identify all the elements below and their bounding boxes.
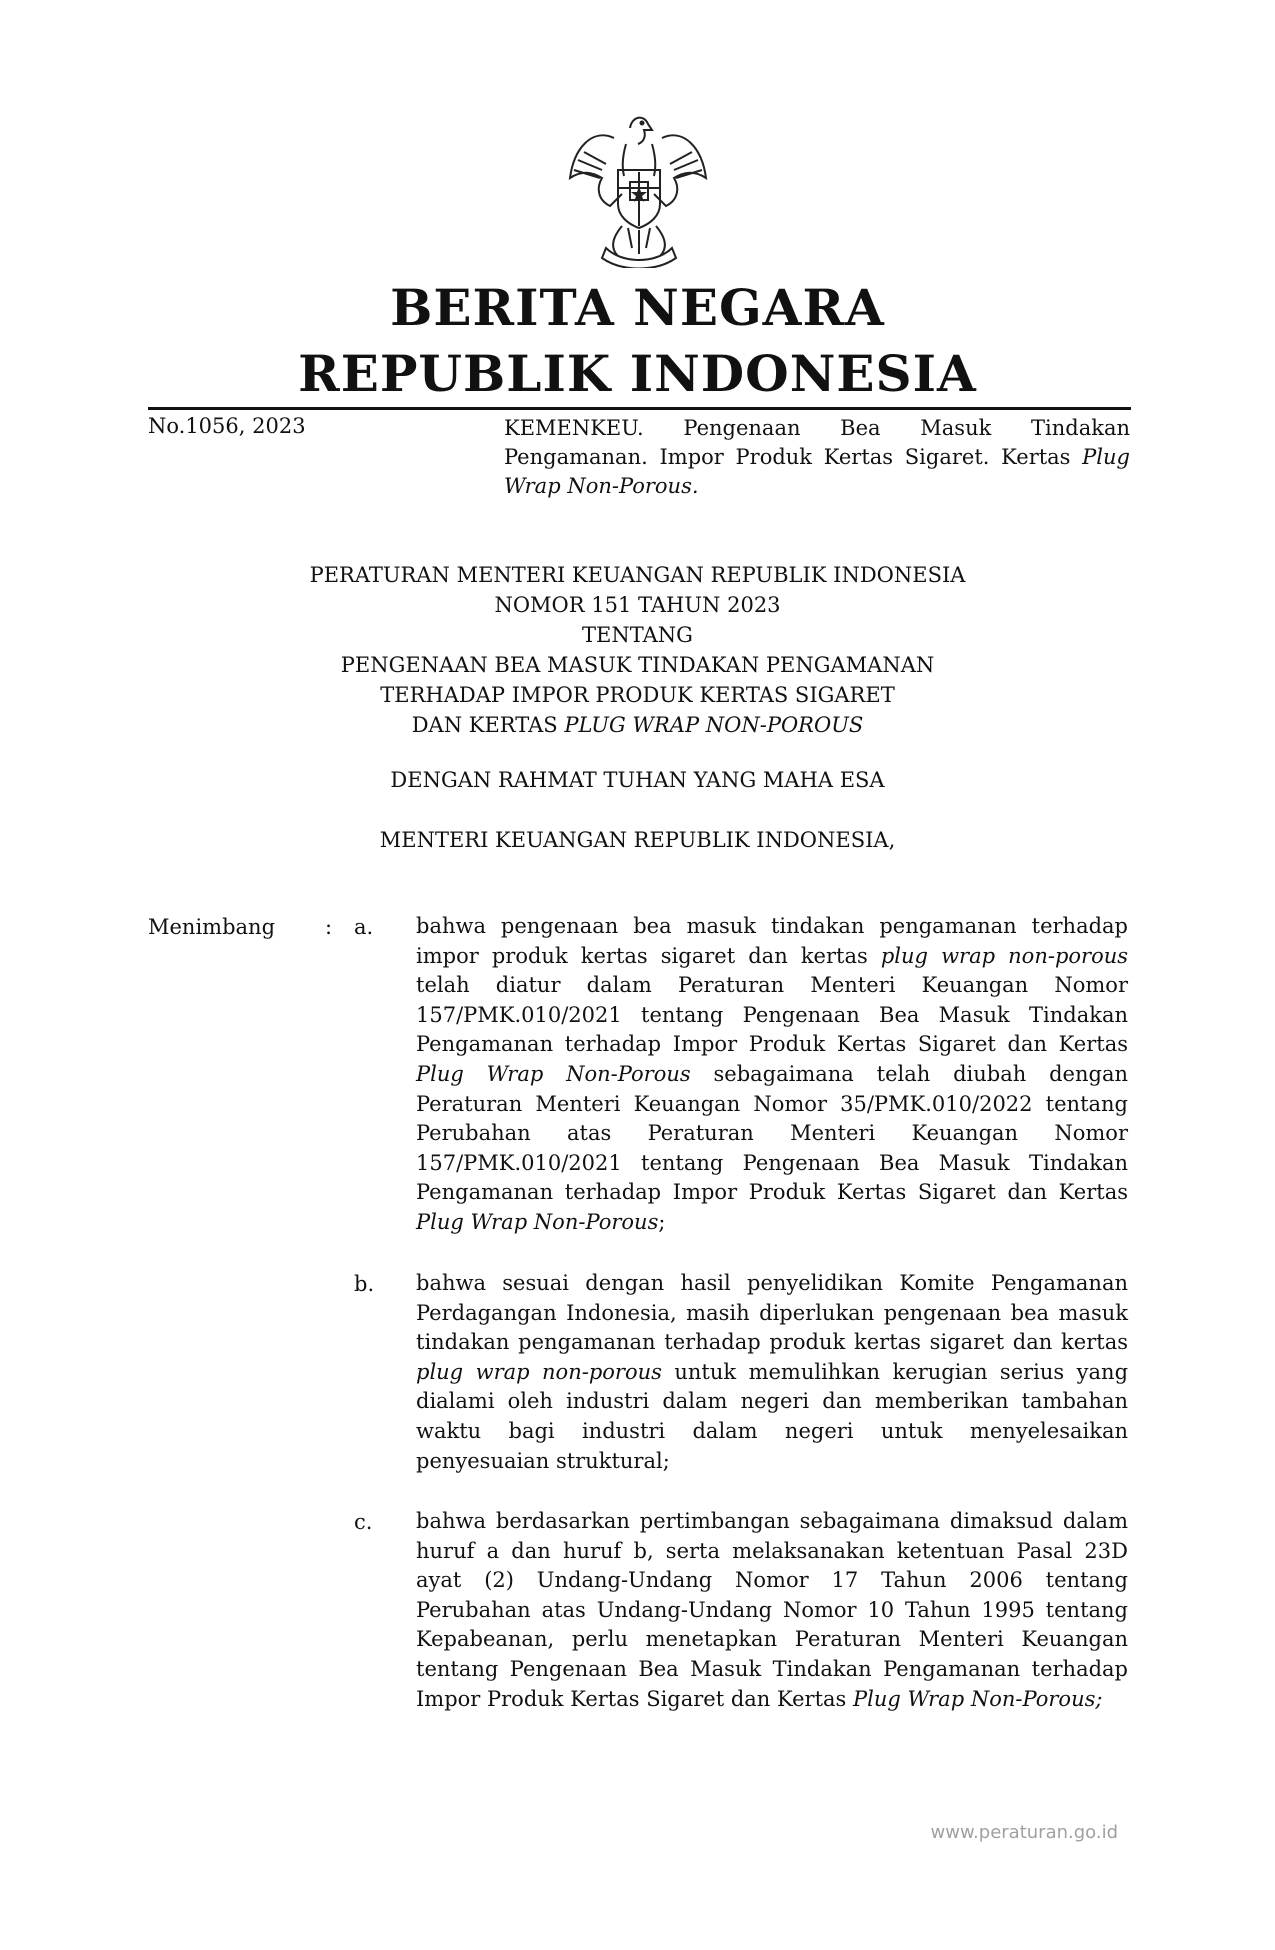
title-line: PERATURAN MENTERI KEUANGAN REPUBLIK INDONESIA (309, 563, 966, 587)
title-line (0, 710, 1275, 740)
item-a-text4: ; (658, 1209, 666, 1234)
regulation-title (0, 560, 1275, 740)
issuer: MENTERI KEUANGAN REPUBLIK INDONESIA, (379, 828, 896, 852)
item-c-italic1: Plug Wrap Non-Porous; (853, 1686, 1103, 1711)
masthead-title-line1: BERITA NEGARA (390, 278, 885, 337)
item-b-italic1: plug wrap non-porous (416, 1359, 662, 1384)
title-line: NOMOR 151 TAHUN 2023 (494, 593, 781, 617)
item-letter-a: a. (354, 915, 374, 939)
item-a-italic3: Plug Wrap Non-Porous (416, 1209, 659, 1234)
item-letter-c: c. (354, 1510, 373, 1534)
masthead-title-line2: REPUBLIK INDONESIA (298, 344, 977, 403)
header-divider (148, 407, 1131, 410)
title-line6-text: DAN KERTAS (411, 713, 565, 737)
summary-italic: Plug Wrap Non-Porous. (504, 445, 1130, 498)
item-b-text2: untuk memulihkan kerugian serius yang dialami oleh industri dalam negeri dan memberikan tambahan waktu bagi industri dalam negeri untuk menyelesaikan penyesuaian struktural; (416, 1359, 1129, 1473)
item-b-text1: bahwa sesuai dengan hasil penyelidikan Komite Pengamanan Perdagangan Indonesia, masih diperlukan pengenaan bea masuk tindakan pengamanan terhadap produk kertas sigaret dan kertas (416, 1271, 1128, 1355)
title-line: PENGENAAN BEA MASUK TINDAKAN PENGAMANAN (340, 653, 935, 677)
item-letter-b: b. (354, 1272, 375, 1296)
summary-text: KEMENKEU. Pengenaan Bea Masuk Tindakan Pengamanan. Impor Produk Kertas Sigaret. Kertas (504, 416, 1130, 469)
item-text-b (416, 1269, 1128, 1476)
item-a-text2: telah diatur dalam Peraturan Menteri Keuangan Nomor 157/PMK.010/2021 tentang Pengenaan Bea Masuk Tindakan Pengamanan terhadap Impor Produk Kertas Sigaret dan Kertas (416, 973, 1128, 1057)
item-a-text1: bahwa pengenaan bea masuk tindakan pengamanan terhadap impor produk kertas sigaret dan kertas (416, 914, 1128, 968)
item-text-c (416, 1507, 1128, 1714)
item-a-text3: sebagaimana telah diubah dengan Peraturan Menteri Keuangan Nomor 35/PMK.010/2022 tentang Perubahan atas Peraturan Menteri Keuangan Nomor 157/PMK.010/2021 tentang Pengenaan Bea Masuk Tindakan Pengamanan terhadap Impor Produk Kertas Sigaret dan Kertas (416, 1061, 1128, 1205)
garuda-emblem-icon (552, 108, 724, 268)
item-text-a (416, 912, 1128, 1238)
title-line6-italic: PLUG WRAP NON-POROUS (564, 713, 864, 737)
title-line: TERHADAP IMPOR PRODUK KERTAS SIGARET (380, 683, 895, 707)
menimbang-colon: : (325, 915, 333, 939)
source-watermark: www.peraturan.go.id (930, 1822, 1118, 1843)
menimbang-label: Menimbang (148, 915, 276, 939)
item-a-italic2: Plug Wrap Non-Porous (416, 1061, 691, 1086)
item-a-italic1: plug wrap non-porous (880, 943, 1129, 968)
item-c-text1: bahwa berdasarkan pertimbangan sebagaimana dimaksud dalam huruf a dan huruf b, serta melaksanakan ketentuan Pasal 23D ayat (2) Undang-Undang Nomor 17 Tahun 2006 tentang Perubahan atas Undang-Undang Nomor 10 Tahun 1995 tentang Kepabeanan, perlu menetapkan Peraturan Menteri Keuangan tentang Pengenaan Bea Masuk Tindakan Pengamanan terhadap Impor Produk Kertas Sigaret dan Kertas (416, 1509, 1128, 1711)
invocation: DENGAN RAHMAT TUHAN YANG MAHA ESA (390, 768, 885, 792)
title-line: TENTANG (582, 623, 693, 647)
gazette-summary (504, 414, 1130, 501)
gazette-number: No.1056, 2023 (148, 414, 306, 438)
